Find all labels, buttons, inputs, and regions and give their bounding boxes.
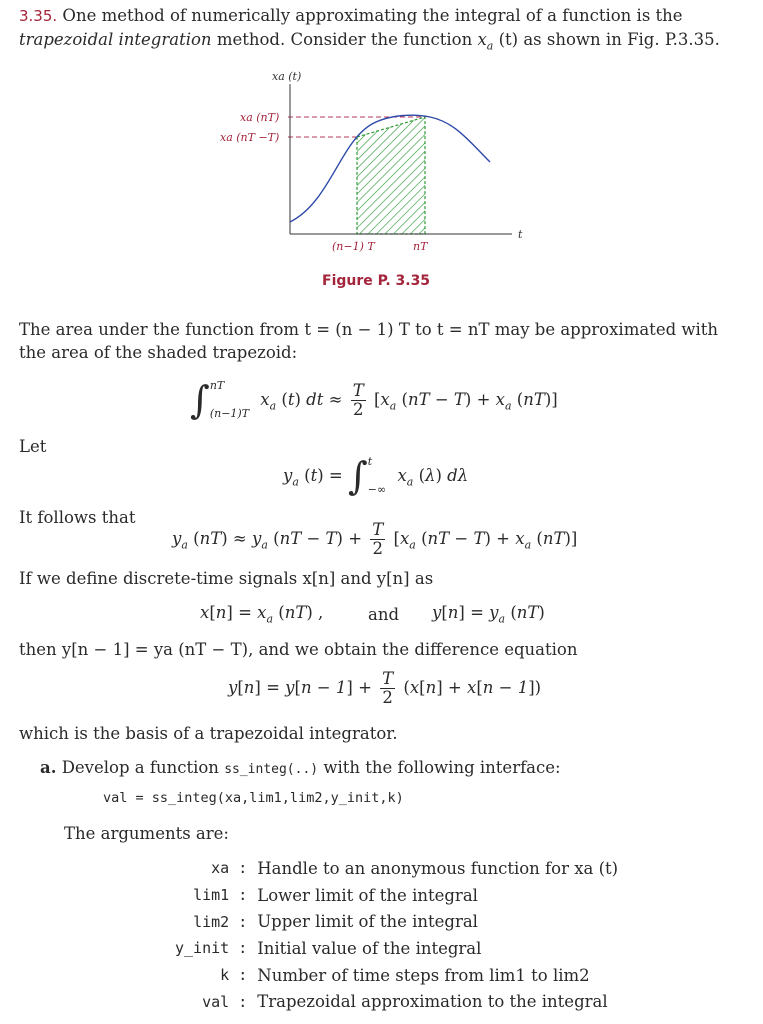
arg-name: k :: [220, 966, 248, 985]
arg-desc: Upper limit of the integral: [257, 912, 478, 932]
then-paragraph: then y[n − 1] = ya (nT − T), and we obtain the difference equation: [19, 640, 578, 659]
arg-desc: Initial value of the integral: [257, 938, 482, 958]
args-intro: The arguments are:: [64, 824, 229, 843]
arg-name: lim1 :: [193, 886, 248, 905]
define-paragraph: If we define discrete-time signals x[n] and y[n] as: [19, 569, 434, 588]
intro-text-1: One method of numerically approximating the integral of a function is the: [62, 6, 683, 25]
y-axis-label: xa (t): [272, 70, 302, 83]
area-paragraph: The area under the function from t = (n − 1) T to t = nT may be approximated with the area of the shaded trapezoid:: [19, 320, 719, 362]
tick-nT: nT: [413, 240, 428, 253]
args-table: [175, 855, 618, 1015]
equation-difference: y[n] = y[n − 1] + $\frac{T}{2}$ (x[n] + x[n − 1]): [228, 669, 542, 707]
basis-paragraph: which is the basis of a trapezoidal integrator.: [19, 724, 398, 743]
intro-text-2: method. Consider the function: [216, 30, 473, 49]
tick-n1T: (n−1) T: [332, 240, 375, 253]
let-label: Let: [19, 437, 47, 456]
function-signature: val = ss_integ(xa,lim1,lim2,y_init,k): [103, 790, 404, 806]
label-xnT: xa (nT): [240, 111, 280, 124]
arg-desc: Handle to an anonymous function for xa (t): [257, 858, 619, 878]
arg-row: [175, 962, 618, 989]
figure-p335: [200, 62, 540, 262]
problem-number: 3.35.: [19, 7, 58, 25]
figure-caption: Figure P. 3.35: [322, 273, 431, 289]
shaded-trapezoid: [357, 117, 425, 234]
equation-ya: $y_a$ (t) = ∫ t −∞ $x_a$ (λ) dλ: [283, 454, 469, 498]
arg-row: [175, 908, 618, 935]
arg-row: [175, 935, 618, 962]
part-a-text-2: with the following interface:: [323, 758, 561, 777]
part-a-text-1: Develop a function: [61, 758, 219, 777]
part-a-code: ss_integ(..): [224, 762, 319, 777]
problem-statement: [19, 4, 749, 57]
arg-name: y_init :: [175, 939, 248, 958]
label-xnT-T: xa (nT −T): [220, 131, 280, 144]
equation-trapezoid: ∫ nT (n−1)T $x_a$ (t) dt ≈ $\frac{T}{2}$ [$x_a$ $(nT - T) + x_a$ (nT)]: [190, 378, 558, 422]
equation-definitions: $x[n] = x_a$ (nT) ,: [200, 603, 324, 626]
follows-label: It follows that: [19, 508, 136, 527]
intro-text-3: as shown in Fig. P.3.35.: [523, 30, 720, 49]
part-a: [40, 756, 561, 781]
arg-row: [175, 855, 618, 882]
intro-function: $x_a$ (t): [477, 30, 519, 53]
equation-ya-nT: $y_a$ $(nT) \approx y_a$ (nT − T) + $\frac{T}{2}$ [$x_a$ $(nT - T) + x_a$ (nT)]: [172, 520, 578, 558]
arg-name: lim2 :: [193, 912, 248, 931]
arg-desc: Lower limit of the integral: [257, 885, 478, 905]
arg-row: [175, 988, 618, 1015]
and-word: and: [368, 605, 400, 624]
arg-row: [175, 882, 618, 909]
arg-name: val :: [202, 992, 248, 1011]
equation-yn-def: $y[n] = y_a$ (nT): [432, 603, 545, 626]
part-a-label: a.: [40, 758, 57, 777]
arg-desc: Trapezoidal approximation to the integral: [257, 992, 608, 1012]
x-axis-label: t: [518, 228, 523, 241]
arg-name: xa :: [211, 859, 248, 878]
arg-desc: Number of time steps from lim1 to lim2: [257, 965, 590, 985]
intro-emphasis: trapezoidal integration: [19, 30, 212, 49]
